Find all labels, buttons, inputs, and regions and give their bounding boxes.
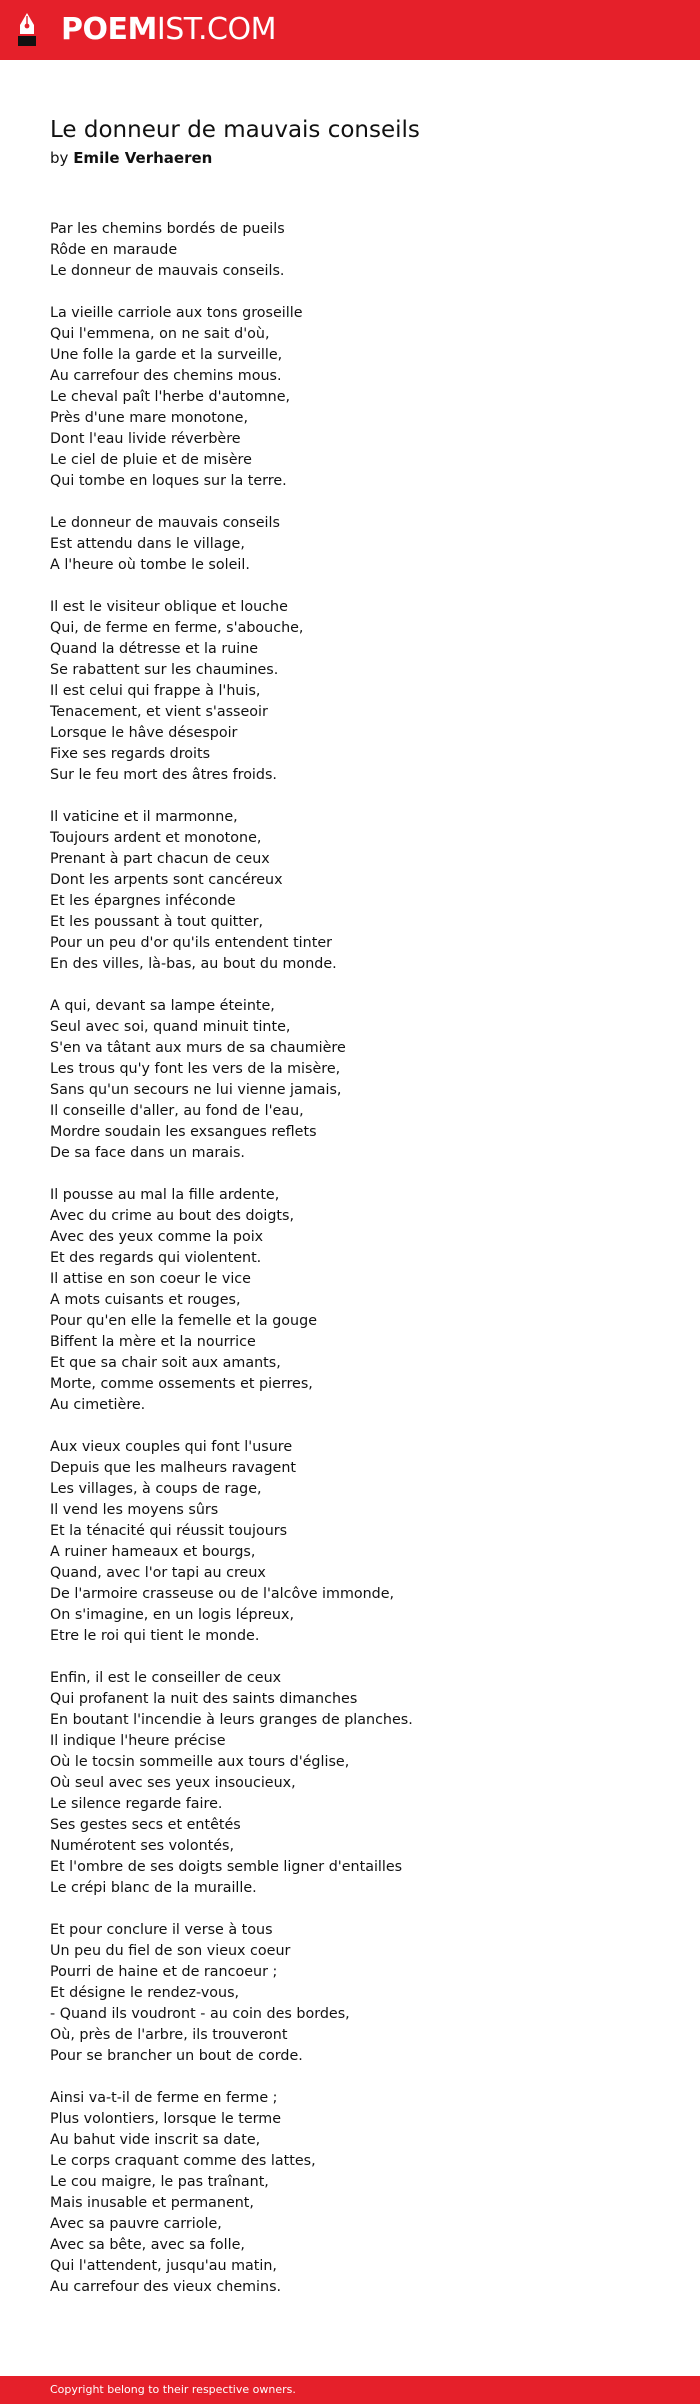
poem-line: Il conseille d'aller, au fond de l'eau, (50, 1103, 304, 1119)
site-header (0, 0, 700, 60)
poem-line: Où seul avec ses yeux insoucieux, (50, 1775, 296, 1791)
poem-line: Qui, de ferme en ferme, s'abouche, (50, 620, 304, 636)
poem-line: Qui l'attendent, jusqu'au matin, (50, 2258, 277, 2274)
poem-line: Il est celui qui frappe à l'huis, (50, 683, 261, 699)
poem-line: Se rabattent sur les chaumines. (50, 662, 279, 678)
poem-line: Pour un peu d'or qu'ils entendent tinter (50, 935, 332, 951)
poem-stanza (50, 1920, 650, 2067)
poem-line: Le cou maigre, le pas traînant, (50, 2174, 269, 2190)
poem-line: Avec sa bête, avec sa folle, (50, 2237, 245, 2253)
poem-line: Mais inusable et permanent, (50, 2195, 254, 2211)
poem-stanza (50, 2088, 650, 2298)
poem-line: De l'armoire crasseuse ou de l'alcôve immonde, (50, 1586, 395, 1602)
poem-line: Pour qu'en elle la femelle et la gouge (50, 1313, 317, 1329)
pen-nib-icon (15, 12, 39, 48)
poem-stanza (50, 219, 650, 282)
poem-line: Avec du crime au bout des doigts, (50, 1208, 294, 1224)
poem-line: Il attise en son coeur le vice (50, 1271, 251, 1287)
poem-line: Dont les arpents sont cancéreux (50, 872, 283, 888)
poem-line: Une folle la garde et la surveille, (50, 347, 283, 363)
poem-line: Le cheval paît l'herbe d'automne, (50, 389, 291, 405)
poem-line: Le donneur de mauvais conseils. (50, 263, 285, 279)
poem-line: Le crépi blanc de la muraille. (50, 1880, 257, 1896)
poem-stanza (50, 807, 650, 975)
poem-line: Et pour conclure il verse à tous (50, 1922, 273, 1938)
poem-line: Il pousse au mal la fille ardente, (50, 1187, 280, 1203)
poem-line: Mordre soudain les exsangues reflets (50, 1124, 317, 1140)
poem-line: Et des regards qui violentent. (50, 1250, 262, 1266)
poem-line: Quand la détresse et la ruine (50, 641, 259, 657)
poem-line: Au cimetière. (50, 1397, 146, 1413)
poem-line: Morte, comme ossements et pierres, (50, 1376, 313, 1392)
poem-line: Au bahut vide inscrit sa date, (50, 2132, 261, 2148)
poem-line: Où le tocsin sommeille aux tours d'église, (50, 1754, 350, 1770)
poem-stanza (50, 597, 650, 786)
site-footer (0, 2376, 700, 2404)
poem-stanza (50, 1668, 650, 1899)
poem-line: Plus volontiers, lorsque le terme (50, 2111, 282, 2127)
poem-line: Lorsque le hâve désespoir (50, 725, 238, 741)
poem-line: Et l'ombre de ses doigts semble ligner d'entailles (50, 1859, 403, 1875)
poem-line: Fixe ses regards droits (50, 746, 211, 762)
poem-line: Biffent la mère et la nourrice (50, 1334, 256, 1350)
poem-line: Un peu du fiel de son vieux coeur (50, 1943, 291, 1959)
poem-line: Etre le roi qui tient le monde. (50, 1628, 260, 1644)
poem-line: Avec sa pauvre carriole, (50, 2216, 222, 2232)
poem-line: Le donneur de mauvais conseils (50, 515, 280, 531)
poem-stanza (50, 1185, 650, 1416)
poem-line: Sur le feu mort des âtres froids. (50, 767, 277, 783)
poem-line: Sans qu'un secours ne lui vienne jamais, (50, 1082, 342, 1098)
poem-line: Il est le visiteur oblique et louche (50, 599, 288, 615)
poem-title: Le donneur de mauvais conseils (50, 117, 420, 143)
poem-line: Toujours ardent et monotone, (50, 830, 262, 846)
poem-line: En des villes, là-bas, au bout du monde. (50, 956, 337, 972)
poem-line: Les trous qu'y font les vers de la misère, (50, 1061, 341, 1077)
poem-line: Il vaticine et il marmonne, (50, 809, 238, 825)
logo-rest-text: IST.COM (156, 12, 276, 47)
poem-line: Le ciel de pluie et de misère (50, 452, 252, 468)
poem-line: Le corps craquant comme des lattes, (50, 2153, 316, 2169)
poem-line: Avec des yeux comme la poix (50, 1229, 264, 1245)
poem-line: Ses gestes secs et entêtés (50, 1817, 241, 1833)
poem-line: Quand, avec l'or tapi au creux (50, 1565, 266, 1581)
logo-bold-text: POEM (61, 12, 157, 47)
poem-line: Seul avec soi, quand minuit tinte, (50, 1019, 291, 1035)
poem-line: A mots cuisants et rouges, (50, 1292, 241, 1308)
poem-line: Qui tombe en loques sur la terre. (50, 473, 287, 489)
poem-line: Le silence regarde faire. (50, 1796, 223, 1812)
poem-line: Les villages, à coups de rage, (50, 1481, 262, 1497)
poem-line: Pourri de haine et de rancoeur ; (50, 1964, 278, 1980)
poem-line: Ainsi va-t-il de ferme en ferme ; (50, 2090, 278, 2106)
poem-line: Où, près de l'arbre, ils trouveront (50, 2027, 288, 2043)
byline (50, 148, 212, 168)
poem-line: Aux vieux couples qui font l'usure (50, 1439, 293, 1455)
poem-stanza (50, 1437, 650, 1647)
poem-stanza (50, 996, 650, 1164)
poem-stanza (50, 513, 650, 576)
poem-line: Enfin, il est le conseiller de ceux (50, 1670, 282, 1686)
poem-line: Tenacement, et vient s'asseoir (50, 704, 268, 720)
poem-line: La vieille carriole aux tons groseille (50, 305, 303, 321)
poem-line: S'en va tâtant aux murs de sa chaumière (50, 1040, 346, 1056)
poem-line: A l'heure où tombe le soleil. (50, 557, 250, 573)
poem-line: Qui profanent la nuit des saints dimanches (50, 1691, 358, 1707)
poem-line: A qui, devant sa lampe éteinte, (50, 998, 275, 1014)
poem-line: En boutant l'incendie à leurs granges de planches. (50, 1712, 413, 1728)
poem-line: Qui l'emmena, on ne sait d'où, (50, 326, 270, 342)
poem-line: On s'imagine, en un logis lépreux, (50, 1607, 294, 1623)
poem-stanza (50, 303, 650, 492)
poem-line: - Quand ils voudront - au coin des bordes, (50, 2006, 350, 2022)
site-logo[interactable] (61, 11, 276, 49)
poem-line: Rôde en maraude (50, 242, 178, 258)
copyright-notice: Copyright belong to their respective owners. (50, 2383, 296, 2396)
author-name: Emile Verhaeren (73, 149, 213, 167)
poem-line: Il vend les moyens sûrs (50, 1502, 219, 1518)
poem-line: A ruiner hameaux et bourgs, (50, 1544, 256, 1560)
poem-line: Pour se brancher un bout de corde. (50, 2048, 303, 2064)
poem-line: Et que sa chair soit aux amants, (50, 1355, 281, 1371)
poem-line: Dont l'eau livide réverbère (50, 431, 241, 447)
poem-line: Par les chemins bordés de pueils (50, 221, 285, 237)
poem-line: Et désigne le rendez-vous, (50, 1985, 240, 2001)
poem-line: Depuis que les malheurs ravagent (50, 1460, 296, 1476)
poem-line: Au carrefour des chemins mous. (50, 368, 282, 384)
poem-line: Prenant à part chacun de ceux (50, 851, 270, 867)
poem-line: De sa face dans un marais. (50, 1145, 245, 1161)
by-label: by (50, 149, 69, 167)
poem-line: Et la ténacité qui réussit toujours (50, 1523, 288, 1539)
poem-line: Et les épargnes inféconde (50, 893, 236, 909)
poem-line: Près d'une mare monotone, (50, 410, 249, 426)
poem-line: Il indique l'heure précise (50, 1733, 226, 1749)
poem-line: Au carrefour des vieux chemins. (50, 2279, 282, 2295)
poem-line: Numérotent ses volontés, (50, 1838, 235, 1854)
poem-body (50, 219, 650, 2319)
poem-line: Est attendu dans le village, (50, 536, 245, 552)
poem-line: Et les poussant à tout quitter, (50, 914, 264, 930)
